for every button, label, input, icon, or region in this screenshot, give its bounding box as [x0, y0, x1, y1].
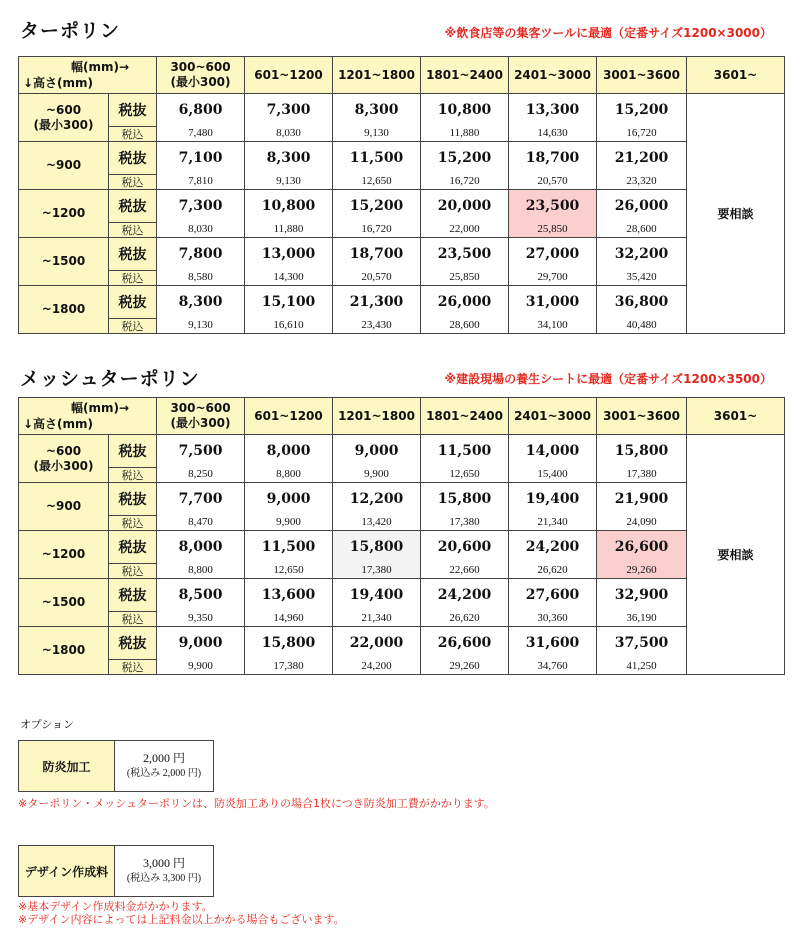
tax-excluded-label: 税抜 [109, 579, 157, 612]
price-tax-included: 34,100 [509, 319, 597, 334]
price-tax-excluded: 15,800 [333, 531, 421, 564]
table-row-tax-included [19, 564, 785, 579]
price-tax-excluded: 13,000 [245, 238, 333, 271]
column-header-range: 300~600 [170, 60, 231, 74]
price-tax-excluded: 6,800 [157, 94, 245, 127]
price-tax-included: 36,190 [597, 612, 687, 627]
price-tax-excluded: 15,800 [597, 435, 687, 468]
table-row [19, 142, 785, 175]
price-tax-excluded: 8,300 [333, 94, 421, 127]
price-tax-excluded: 26,600 [421, 627, 509, 660]
price-tax-included: 13,420 [333, 516, 421, 531]
price-tax-excluded: 7,700 [157, 483, 245, 516]
column-header [597, 398, 687, 435]
price-tax-included: 20,570 [509, 175, 597, 190]
row-height-label [19, 435, 109, 483]
section-title-mesh-tarpaulin: メッシュターポリン [20, 368, 200, 390]
price-tax-included: 25,850 [421, 271, 509, 286]
price-tax-excluded: 26,600 [597, 531, 687, 564]
tax-included-label: 税込 [109, 175, 157, 190]
price-tax-excluded: 20,600 [421, 531, 509, 564]
price-tax-excluded: 9,000 [333, 435, 421, 468]
column-header-range: 601~1200 [254, 67, 323, 82]
table-row-tax-included [19, 223, 785, 238]
price-tax-included: 30,360 [509, 612, 597, 627]
price-tax-included: 17,380 [597, 468, 687, 483]
option-design-price-tax: (税込み 3,300 円) [126, 873, 202, 884]
table-row-tax-included [19, 660, 785, 675]
row-height-range: ~1200 [41, 206, 86, 220]
column-header-min: (最小300) [170, 416, 231, 430]
price-tax-included: 11,880 [245, 223, 333, 238]
price-tax-included: 12,650 [421, 468, 509, 483]
price-tax-excluded: 7,800 [157, 238, 245, 271]
row-height-range: ~1500 [41, 254, 86, 268]
price-tax-excluded: 15,800 [421, 483, 509, 516]
column-header [245, 398, 333, 435]
price-tax-excluded: 15,200 [597, 94, 687, 127]
option-design-price: 3,000 円 [142, 856, 185, 870]
price-tax-included: 12,650 [245, 564, 333, 579]
price-tax-included: 29,260 [421, 660, 509, 675]
option-flame-price-tax: (税込み 2,000 円) [126, 768, 202, 779]
price-tax-included: 24,090 [597, 516, 687, 531]
price-tax-included: 15,400 [509, 468, 597, 483]
column-header [421, 57, 509, 94]
price-tax-included: 23,430 [333, 319, 421, 334]
price-tax-included: 11,880 [421, 127, 509, 142]
table-row [19, 531, 785, 564]
column-header [509, 57, 597, 94]
consult-cell: 要相談 [687, 94, 785, 334]
tax-excluded-label: 税抜 [109, 142, 157, 175]
column-header-range: 3601~ [713, 67, 758, 82]
row-height-label [19, 286, 109, 334]
price-tax-included: 8,030 [157, 223, 245, 238]
price-tax-excluded: 24,200 [509, 531, 597, 564]
price-tax-excluded: 11,500 [421, 435, 509, 468]
tax-excluded-label: 税抜 [109, 483, 157, 516]
price-tax-included: 9,130 [245, 175, 333, 190]
price-tax-included: 8,030 [245, 127, 333, 142]
price-tax-excluded: 7,300 [157, 190, 245, 223]
price-tax-excluded: 15,200 [421, 142, 509, 175]
table-row [19, 483, 785, 516]
table-row-tax-included [19, 271, 785, 286]
price-tax-excluded: 27,600 [509, 579, 597, 612]
price-tax-excluded: 8,300 [157, 286, 245, 319]
price-tax-included: 28,600 [597, 223, 687, 238]
option-flame-table [18, 740, 214, 792]
price-tax-excluded: 13,300 [509, 94, 597, 127]
table-row [19, 286, 785, 319]
option-flame-price-cell [115, 741, 214, 792]
price-tax-included: 26,620 [421, 612, 509, 627]
tax-included-label: 税込 [109, 319, 157, 334]
column-header-range: 1201~1800 [338, 408, 415, 423]
price-tax-excluded: 14,000 [509, 435, 597, 468]
tax-included-label: 税込 [109, 516, 157, 531]
tax-excluded-label: 税抜 [109, 531, 157, 564]
price-tax-included: 16,720 [597, 127, 687, 142]
price-tax-excluded: 11,500 [333, 142, 421, 175]
price-tax-included: 17,380 [333, 564, 421, 579]
table-row [19, 238, 785, 271]
price-tax-excluded: 10,800 [421, 94, 509, 127]
table-row [19, 627, 785, 660]
row-height-label [19, 627, 109, 675]
tax-included-label: 税込 [109, 564, 157, 579]
price-tax-excluded: 26,000 [597, 190, 687, 223]
tax-excluded-label: 税抜 [109, 190, 157, 223]
price-tax-included: 35,420 [597, 271, 687, 286]
price-tax-excluded: 21,300 [333, 286, 421, 319]
tax-excluded-label: 税抜 [109, 94, 157, 127]
width-axis-label: 幅(mm)→ [71, 401, 130, 415]
table-row-tax-included [19, 319, 785, 334]
column-header-range: 2401~3000 [514, 67, 591, 82]
column-header-range: 2401~3000 [514, 408, 591, 423]
price-tax-included: 21,340 [509, 516, 597, 531]
price-tax-excluded: 13,600 [245, 579, 333, 612]
price-tax-excluded: 15,800 [245, 627, 333, 660]
tax-excluded-label: 税抜 [109, 435, 157, 468]
consult-cell: 要相談 [687, 435, 785, 675]
price-tax-included: 14,960 [245, 612, 333, 627]
price-table-mesh-tarpaulin [18, 397, 785, 675]
price-tax-included: 20,570 [333, 271, 421, 286]
price-tax-excluded: 10,800 [245, 190, 333, 223]
height-axis-label: ↓高さ(mm) [23, 76, 94, 90]
table-row-tax-included [19, 127, 785, 142]
row-height-range: ~1200 [41, 547, 86, 561]
row-height-label [19, 190, 109, 238]
price-tax-included: 9,900 [333, 468, 421, 483]
table-row [19, 190, 785, 223]
price-tax-included: 29,260 [597, 564, 687, 579]
column-header [597, 57, 687, 94]
row-height-label [19, 531, 109, 579]
header-row [19, 57, 785, 94]
column-header-range: 1801~2400 [426, 408, 503, 423]
column-header [157, 398, 245, 435]
price-tax-included: 9,130 [157, 319, 245, 334]
price-tax-included: 41,250 [597, 660, 687, 675]
row-height-label [19, 142, 109, 190]
price-tax-included: 22,660 [421, 564, 509, 579]
column-header-range: 3001~3600 [603, 408, 680, 423]
price-tax-excluded: 7,300 [245, 94, 333, 127]
price-tax-included: 16,720 [421, 175, 509, 190]
tax-included-label: 税込 [109, 127, 157, 142]
row-height-label [19, 483, 109, 531]
price-tax-included: 9,350 [157, 612, 245, 627]
option-design-note-2: ※デザイン内容によっては上記料金以上かかる場合もございます。 [18, 913, 345, 926]
column-header [245, 57, 333, 94]
width-axis-label: 幅(mm)→ [71, 60, 130, 74]
section-title-tarpaulin: ターポリン [20, 20, 121, 42]
price-tax-excluded: 37,500 [597, 627, 687, 660]
column-header [687, 57, 785, 94]
option-design-name: デザイン作成料 [19, 846, 115, 897]
tax-included-label: 税込 [109, 660, 157, 675]
row-height-range: ~1800 [41, 302, 86, 316]
price-tax-included: 8,800 [157, 564, 245, 579]
option-flame-note: ※ターポリン・メッシュターポリンは、防炎加工ありの場合1枚につき防炎加工費がかかります。 [18, 797, 495, 810]
price-tax-excluded: 21,200 [597, 142, 687, 175]
price-tax-excluded: 15,200 [333, 190, 421, 223]
price-tax-excluded: 8,000 [245, 435, 333, 468]
row-height-range: ~1500 [41, 595, 86, 609]
price-tax-excluded: 24,200 [421, 579, 509, 612]
table-row [19, 579, 785, 612]
price-tax-excluded: 8,300 [245, 142, 333, 175]
tax-included-label: 税込 [109, 271, 157, 286]
price-tax-excluded: 36,800 [597, 286, 687, 319]
column-header [687, 398, 785, 435]
price-tax-included: 8,250 [157, 468, 245, 483]
row-height-range: ~600 [45, 102, 82, 117]
price-tax-included: 14,630 [509, 127, 597, 142]
tax-included-label: 税込 [109, 468, 157, 483]
option-flame-price: 2,000 円 [142, 751, 185, 765]
header-row [19, 398, 785, 435]
price-tax-included: 8,580 [157, 271, 245, 286]
price-tax-included: 28,600 [421, 319, 509, 334]
price-tax-excluded: 31,600 [509, 627, 597, 660]
price-tax-included: 7,480 [157, 127, 245, 142]
option-flame-name: 防炎加工 [19, 741, 115, 792]
column-header [157, 57, 245, 94]
price-tax-included: 17,380 [421, 516, 509, 531]
option-design-price-cell [115, 846, 214, 897]
price-tax-excluded: 20,000 [421, 190, 509, 223]
price-tax-included: 21,340 [333, 612, 421, 627]
table-row [19, 435, 785, 468]
table-row-tax-included [19, 612, 785, 627]
price-tax-excluded: 8,000 [157, 531, 245, 564]
row-height-range: ~900 [45, 158, 82, 172]
price-tax-excluded: 32,200 [597, 238, 687, 271]
price-table-tarpaulin [18, 56, 785, 334]
price-tax-included: 40,480 [597, 319, 687, 334]
column-header [421, 398, 509, 435]
price-tax-excluded: 31,000 [509, 286, 597, 319]
tax-included-label: 税込 [109, 223, 157, 238]
section-note-tarpaulin: ※飲食店等の集客ツールに最適（定番サイズ1200×3000） [444, 26, 772, 40]
section-note-mesh-tarpaulin: ※建設現場の養生シートに最適（定番サイズ1200×3500） [444, 372, 772, 386]
column-header-range: 3001~3600 [603, 67, 680, 82]
height-axis-label: ↓高さ(mm) [23, 417, 94, 431]
price-tax-excluded: 11,500 [245, 531, 333, 564]
row-height-min: (最小300) [33, 458, 94, 473]
tax-excluded-label: 税抜 [109, 627, 157, 660]
price-tax-excluded: 32,900 [597, 579, 687, 612]
row-height-range: ~600 [45, 443, 82, 458]
row-height-range: ~1800 [41, 643, 86, 657]
price-tax-included: 7,810 [157, 175, 245, 190]
price-tax-included: 9,130 [333, 127, 421, 142]
row-height-label [19, 94, 109, 142]
price-tax-included: 16,610 [245, 319, 333, 334]
column-header [509, 398, 597, 435]
price-tax-included: 8,470 [157, 516, 245, 531]
column-header [333, 398, 421, 435]
table-row-tax-included [19, 468, 785, 483]
price-tax-excluded: 27,000 [509, 238, 597, 271]
header-corner [19, 57, 157, 94]
column-header-min: (最小300) [170, 75, 231, 89]
price-tax-excluded: 8,500 [157, 579, 245, 612]
price-tax-excluded: 23,500 [421, 238, 509, 271]
price-tax-included: 26,620 [509, 564, 597, 579]
header-corner [19, 398, 157, 435]
column-header-range: 601~1200 [254, 408, 323, 423]
tax-excluded-label: 税抜 [109, 286, 157, 319]
price-tax-included: 25,850 [509, 223, 597, 238]
row-height-label [19, 238, 109, 286]
option-design-table [18, 845, 214, 897]
price-tax-excluded: 9,000 [245, 483, 333, 516]
column-header-range: 3601~ [713, 408, 758, 423]
column-header-range: 300~600 [170, 401, 231, 415]
price-tax-included: 14,300 [245, 271, 333, 286]
tax-excluded-label: 税抜 [109, 238, 157, 271]
price-tax-excluded: 18,700 [333, 238, 421, 271]
price-tax-excluded: 12,200 [333, 483, 421, 516]
column-header-range: 1801~2400 [426, 67, 503, 82]
price-tax-excluded: 9,000 [157, 627, 245, 660]
price-tax-included: 23,320 [597, 175, 687, 190]
price-tax-excluded: 7,500 [157, 435, 245, 468]
price-tax-included: 24,200 [333, 660, 421, 675]
column-header [333, 57, 421, 94]
price-tax-excluded: 19,400 [509, 483, 597, 516]
row-height-min: (最小300) [33, 117, 94, 132]
price-tax-included: 29,700 [509, 271, 597, 286]
row-height-range: ~900 [45, 499, 82, 513]
tax-included-label: 税込 [109, 612, 157, 627]
table-row [19, 94, 785, 127]
price-tax-excluded: 23,500 [509, 190, 597, 223]
column-header-range: 1201~1800 [338, 67, 415, 82]
price-tax-excluded: 18,700 [509, 142, 597, 175]
price-tax-excluded: 19,400 [333, 579, 421, 612]
price-tax-included: 8,800 [245, 468, 333, 483]
table-row-tax-included [19, 175, 785, 190]
price-tax-excluded: 15,100 [245, 286, 333, 319]
price-tax-excluded: 7,100 [157, 142, 245, 175]
option-design-note-1: ※基本デザイン作成料金がかかります。 [18, 900, 213, 913]
price-tax-included: 9,900 [157, 660, 245, 675]
table-row-tax-included [19, 516, 785, 531]
price-tax-included: 17,380 [245, 660, 333, 675]
price-tax-included: 34,760 [509, 660, 597, 675]
price-tax-excluded: 21,900 [597, 483, 687, 516]
row-height-label [19, 579, 109, 627]
price-tax-included: 16,720 [333, 223, 421, 238]
price-tax-included: 22,000 [421, 223, 509, 238]
price-tax-excluded: 22,000 [333, 627, 421, 660]
price-tax-included: 9,900 [245, 516, 333, 531]
options-heading: オプション [20, 718, 75, 731]
price-tax-included: 12,650 [333, 175, 421, 190]
price-tax-excluded: 26,000 [421, 286, 509, 319]
